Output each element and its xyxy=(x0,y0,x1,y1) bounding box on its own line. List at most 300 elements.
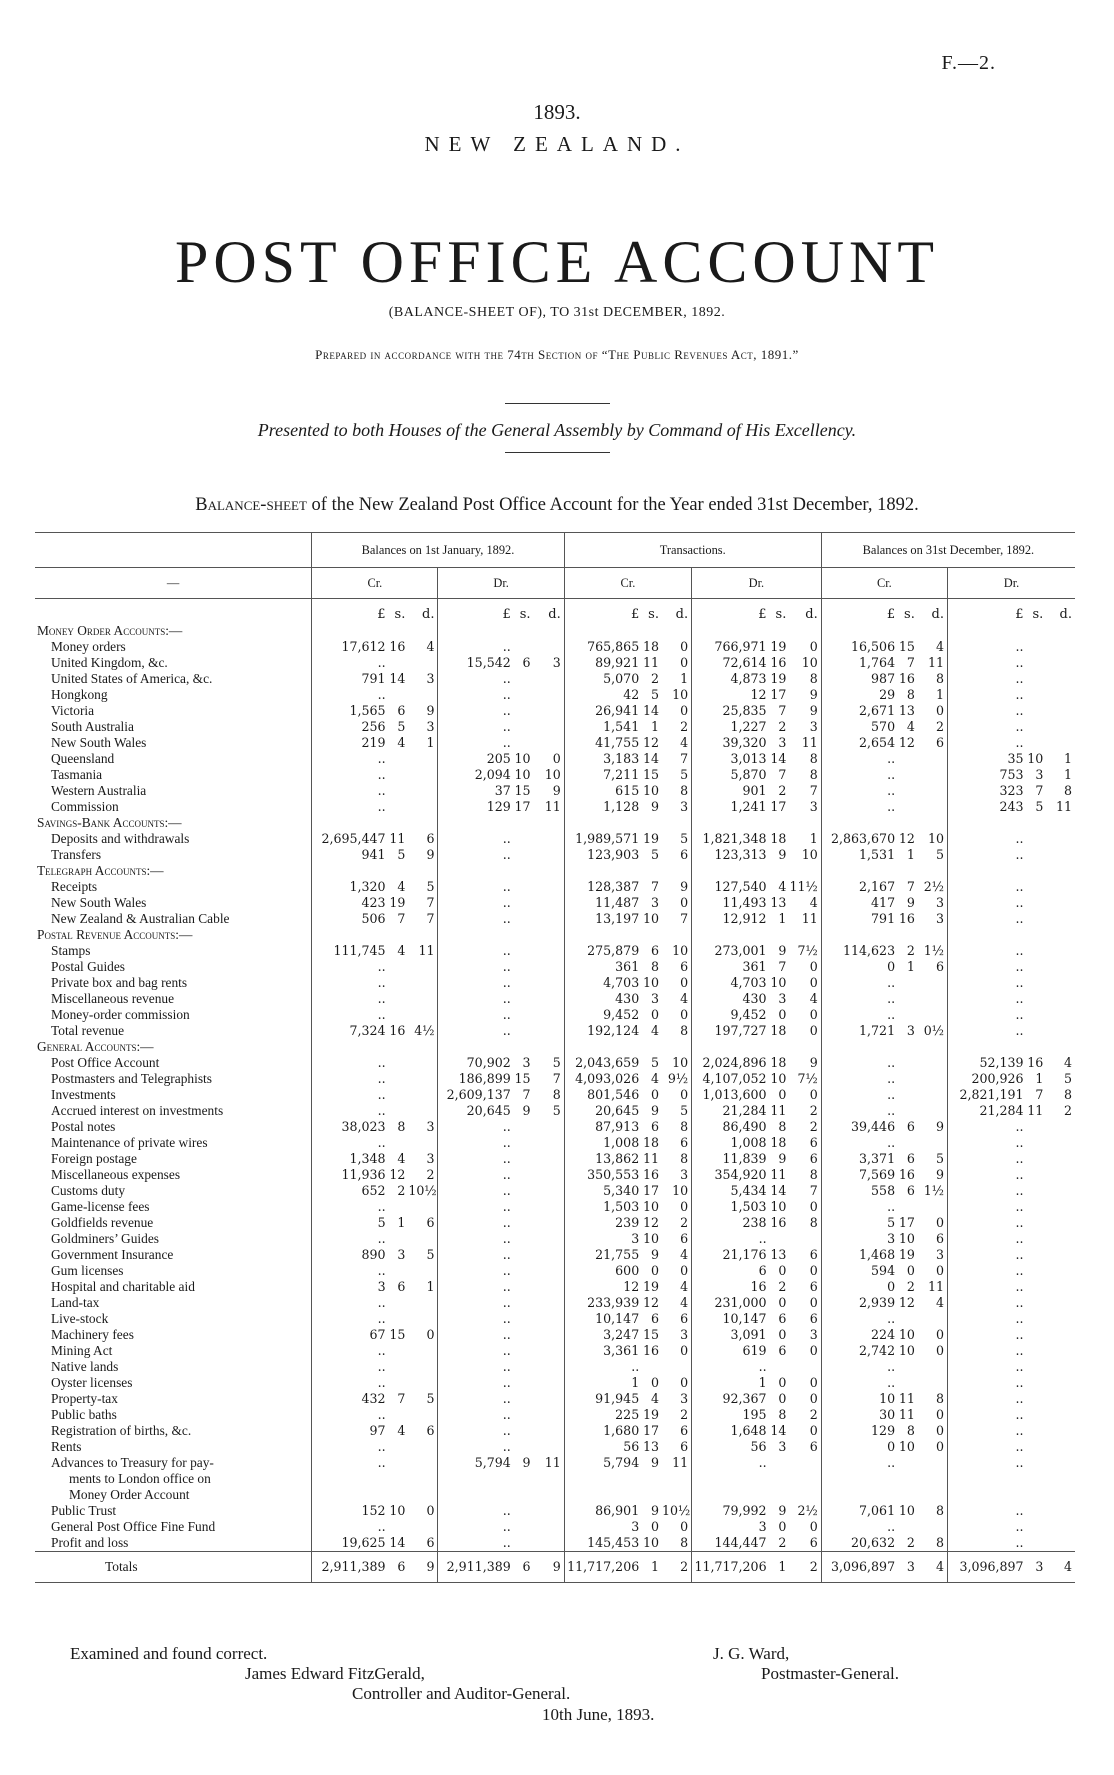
amount-pounds: .. xyxy=(821,1135,898,1151)
amount-shillings: 9 xyxy=(778,847,787,862)
amount-pence: 1 xyxy=(1063,767,1072,782)
amount-shillings xyxy=(514,1007,534,1023)
amount-pence xyxy=(918,975,948,991)
amount-shillings: 6 xyxy=(906,1119,915,1134)
amount-shillings xyxy=(514,1375,534,1391)
amount-pounds: 2,863,670 xyxy=(821,831,898,847)
amount-pence xyxy=(1046,1023,1075,1039)
amount-pence xyxy=(534,1215,565,1231)
amount-pence: 1½ xyxy=(923,943,944,958)
amount-shillings: 2 xyxy=(650,671,659,686)
amount-pounds: 1,721 xyxy=(821,1023,898,1039)
amount-shillings: 16 xyxy=(770,655,787,670)
amount-shillings xyxy=(389,863,409,879)
amount-pounds: 1,348 xyxy=(312,1151,389,1167)
amount-shillings: 9 xyxy=(778,1503,787,1518)
amount-shillings xyxy=(770,927,790,943)
amount-pence: 0 xyxy=(935,1423,944,1438)
amount-pence: 6 xyxy=(935,959,944,974)
amount-shillings: 4 xyxy=(397,1423,406,1438)
amount-shillings: 6 xyxy=(906,1183,915,1198)
amount-shillings: 1 xyxy=(906,959,915,974)
amount-pounds: 256 xyxy=(312,719,389,735)
amount-pounds: .. xyxy=(312,1407,389,1423)
amount-pence: 7½ xyxy=(797,943,818,958)
amount-pence xyxy=(1046,1247,1075,1263)
amount-pounds: .. xyxy=(948,1135,1027,1151)
amount-shillings xyxy=(1027,1407,1047,1423)
amount-pounds: 11,839 xyxy=(692,1151,770,1167)
amount-shillings xyxy=(514,1215,534,1231)
amount-pounds: 3 xyxy=(312,1279,389,1295)
amount-shillings xyxy=(898,1487,918,1503)
amount-shillings: 15 xyxy=(642,1327,659,1342)
row-label: South Australia xyxy=(51,719,134,734)
amount-pence: 3 xyxy=(552,655,561,670)
amount-shillings: 6 xyxy=(778,1343,787,1358)
amount-shillings xyxy=(1027,1295,1047,1311)
amount-pounds: 2,609,137 xyxy=(438,1087,514,1103)
amount-pence: 0 xyxy=(809,1007,818,1022)
amount-shillings: 8 xyxy=(906,1423,915,1438)
amount-shillings xyxy=(898,1359,918,1375)
amount-pounds: .. xyxy=(948,687,1027,703)
table-row xyxy=(35,1199,1075,1215)
amount-pounds xyxy=(312,863,389,879)
table-row xyxy=(35,1023,1075,1039)
row-label: Victoria xyxy=(51,703,95,718)
amount-pence xyxy=(408,1295,438,1311)
amount-pence: 9 xyxy=(935,1167,944,1182)
amount-pounds: .. xyxy=(948,895,1027,911)
amount-shillings xyxy=(770,1455,790,1471)
postmaster-title: Postmaster-General. xyxy=(761,1664,899,1683)
amount-pence xyxy=(918,1359,948,1375)
amount-shillings: 0 xyxy=(778,1007,787,1022)
amount-pence xyxy=(534,863,565,879)
amount-shillings: 3 xyxy=(397,1247,406,1262)
amount-shillings xyxy=(514,1039,534,1055)
table-row xyxy=(35,1279,1075,1295)
unit-label: s. xyxy=(394,607,406,622)
amount-pence xyxy=(408,1231,438,1247)
total-shillings: 6 xyxy=(389,1552,409,1583)
amount-pence xyxy=(1046,1263,1075,1279)
amount-pence: 1 xyxy=(1063,751,1072,766)
amount-pence: 5 xyxy=(552,1055,561,1070)
amount-pounds: 12 xyxy=(692,687,770,703)
amount-pence: 0 xyxy=(935,1439,944,1454)
amount-pence: 3 xyxy=(426,1119,435,1134)
amount-shillings: 0 xyxy=(650,1087,659,1102)
amount-pence xyxy=(918,1519,948,1535)
amount-shillings xyxy=(770,1359,790,1375)
amount-pounds: .. xyxy=(312,1135,389,1151)
amount-pence xyxy=(408,1487,438,1503)
amount-shillings: 6 xyxy=(650,1119,659,1134)
amount-pounds: .. xyxy=(821,767,898,783)
amount-pounds: .. xyxy=(692,1455,770,1471)
row-label: Queensland xyxy=(51,751,115,766)
row-label: Goldfields revenue xyxy=(51,1215,154,1230)
amount-shillings: 17 xyxy=(642,1423,659,1438)
amount-pence: 8 xyxy=(809,671,818,686)
amount-shillings: 8 xyxy=(778,1407,787,1422)
amount-shillings: 16 xyxy=(389,639,406,654)
amount-shillings xyxy=(389,1295,409,1311)
amount-pence: 0 xyxy=(426,1503,435,1518)
amount-pence xyxy=(789,815,821,831)
amount-shillings: 11 xyxy=(898,1407,915,1422)
row-label: Deposits and withdrawals xyxy=(51,831,190,846)
amount-shillings: 5 xyxy=(397,719,406,734)
amount-pounds: 26,941 xyxy=(564,703,642,719)
amount-shillings xyxy=(514,895,534,911)
amount-shillings xyxy=(514,1263,534,1279)
auditor-title: Controller and Auditor-General. xyxy=(352,1684,571,1703)
total-pence: 2 xyxy=(789,1552,821,1583)
amount-pounds: 423 xyxy=(312,895,389,911)
amount-shillings: 4 xyxy=(650,1023,659,1038)
amount-pounds: 92,367 xyxy=(692,1391,770,1407)
amount-pence xyxy=(534,735,565,751)
amount-pounds: .. xyxy=(312,655,389,671)
amount-pence: 0½ xyxy=(923,1023,944,1038)
amount-shillings: 0 xyxy=(778,1391,787,1406)
unit-label: s. xyxy=(904,607,915,622)
table-row xyxy=(35,1263,1075,1279)
row-label: Stamps xyxy=(51,943,91,958)
amount-shillings xyxy=(514,1519,534,1535)
amount-shillings xyxy=(514,879,534,895)
amount-shillings xyxy=(389,1471,409,1487)
amount-shillings xyxy=(1027,847,1047,863)
amount-pounds: 3,183 xyxy=(564,751,642,767)
amount-shillings xyxy=(389,815,409,831)
amount-pence xyxy=(662,1039,692,1055)
amount-pounds: .. xyxy=(438,639,514,655)
amount-shillings xyxy=(898,783,918,799)
amount-pence xyxy=(1046,719,1075,735)
amount-shillings: 18 xyxy=(770,831,787,846)
amount-pounds xyxy=(948,623,1027,639)
amount-pounds: .. xyxy=(821,1359,898,1375)
amount-shillings: 5 xyxy=(397,847,406,862)
amount-shillings: 7 xyxy=(1035,1087,1044,1102)
amount-pence: 5 xyxy=(935,1151,944,1166)
amount-pence xyxy=(408,1007,438,1023)
amount-shillings: 12 xyxy=(898,1295,915,1310)
amount-pence: 0 xyxy=(809,959,818,974)
table-row xyxy=(35,639,1075,655)
amount-pounds: 5,794 xyxy=(438,1455,514,1471)
amount-pence xyxy=(534,1327,565,1343)
amount-pounds: .. xyxy=(438,1119,514,1135)
total-pence: 2 xyxy=(662,1552,692,1583)
amount-pence: 9 xyxy=(809,703,818,718)
amount-pounds: .. xyxy=(312,783,389,799)
amount-shillings xyxy=(642,1487,662,1503)
row-label: Gum licenses xyxy=(51,1263,124,1278)
amount-shillings: 19 xyxy=(642,1407,659,1422)
amount-pounds: 5,340 xyxy=(564,1183,642,1199)
amount-shillings: 7 xyxy=(778,703,787,718)
amount-shillings xyxy=(898,1087,918,1103)
amount-pence: 8 xyxy=(935,1391,944,1406)
amount-pence xyxy=(1046,975,1075,991)
amount-pounds: .. xyxy=(312,1311,389,1327)
amount-shillings: 0 xyxy=(650,1263,659,1278)
amount-pounds: 3 xyxy=(692,1519,770,1535)
amount-shillings xyxy=(389,927,409,943)
amount-pence: 5 xyxy=(680,1103,689,1118)
table-row xyxy=(35,1087,1075,1103)
amount-pence xyxy=(534,1183,565,1199)
amount-shillings: 6 xyxy=(522,655,531,670)
amount-pounds: 1,821,348 xyxy=(692,831,770,847)
units-spacer xyxy=(35,599,312,624)
amount-shillings: 10 xyxy=(898,1327,915,1342)
amount-pence: 10 xyxy=(544,767,561,782)
amount-shillings xyxy=(1027,1343,1047,1359)
amount-pounds: 275,879 xyxy=(564,943,642,959)
amount-pounds xyxy=(312,1039,389,1055)
amount-pence xyxy=(662,815,692,831)
amount-shillings xyxy=(898,1055,918,1071)
section-row xyxy=(35,815,1075,831)
amount-pence xyxy=(918,1087,948,1103)
units-row xyxy=(35,599,1075,624)
amount-pence xyxy=(408,1135,438,1151)
amount-shillings: 0 xyxy=(650,1519,659,1534)
amount-pence xyxy=(1046,1439,1075,1455)
amount-shillings xyxy=(389,1407,409,1423)
amount-pence: 8 xyxy=(809,1167,818,1182)
table-row xyxy=(35,879,1075,895)
amount-shillings xyxy=(514,1439,534,1455)
amount-shillings xyxy=(1027,1151,1047,1167)
amount-pence xyxy=(918,799,948,815)
amount-shillings: 9 xyxy=(650,1103,659,1118)
amount-pence: 6 xyxy=(426,1423,435,1438)
amount-shillings: 15 xyxy=(898,639,915,654)
totals-label: Totals xyxy=(35,1552,312,1583)
amount-shillings xyxy=(514,943,534,959)
amount-pence xyxy=(534,959,565,975)
amount-shillings xyxy=(642,927,662,943)
amount-pence xyxy=(534,943,565,959)
amount-pounds xyxy=(821,623,898,639)
amount-pounds: 5,434 xyxy=(692,1183,770,1199)
amount-pence xyxy=(918,1199,948,1215)
amount-shillings xyxy=(389,1071,409,1087)
amount-pence: 2 xyxy=(809,1407,818,1422)
amount-pounds xyxy=(564,863,642,879)
amount-pence xyxy=(1046,687,1075,703)
amount-pounds: .. xyxy=(312,1359,389,1375)
amount-pence xyxy=(789,927,821,943)
amount-shillings xyxy=(770,1039,790,1055)
amount-pence: 2½ xyxy=(923,879,944,894)
amount-pence: 0 xyxy=(809,975,818,990)
amount-pounds: 21,284 xyxy=(948,1103,1027,1119)
amount-shillings: 15 xyxy=(514,783,531,798)
amount-pence: 6 xyxy=(426,831,435,846)
table-row xyxy=(35,687,1075,703)
table-row xyxy=(35,1407,1075,1423)
total-pence: 9 xyxy=(534,1552,565,1583)
amount-pence: 2 xyxy=(680,1407,689,1422)
amount-pence: 0 xyxy=(680,639,689,654)
amount-pounds: .. xyxy=(948,1183,1027,1199)
amount-pounds: .. xyxy=(564,1359,642,1375)
amount-pence: 6 xyxy=(809,1247,818,1262)
amount-pence xyxy=(1046,911,1075,927)
amount-shillings: 17 xyxy=(770,799,787,814)
amount-pounds: .. xyxy=(312,975,389,991)
amount-pounds: .. xyxy=(948,943,1027,959)
amount-pence xyxy=(789,623,821,639)
amount-shillings: 0 xyxy=(650,1375,659,1390)
amount-pence xyxy=(408,1471,438,1487)
amount-pounds: 600 xyxy=(564,1263,642,1279)
amount-pounds: .. xyxy=(948,1263,1027,1279)
amount-shillings: 16 xyxy=(898,1167,915,1182)
amount-pounds: .. xyxy=(821,1455,898,1471)
table-row xyxy=(35,895,1075,911)
amount-pence: 6 xyxy=(809,1151,818,1166)
amount-pounds: 1 xyxy=(564,1375,642,1391)
amount-shillings xyxy=(1027,735,1047,751)
amount-pounds: .. xyxy=(948,639,1027,655)
amount-pence: 4 xyxy=(935,1295,944,1310)
amount-shillings xyxy=(1027,703,1047,719)
amount-shillings: 7 xyxy=(522,1087,531,1102)
amount-shillings: 1 xyxy=(650,719,659,734)
amount-pence xyxy=(534,1439,565,1455)
amount-pounds: 152 xyxy=(312,1503,389,1519)
amount-pounds xyxy=(948,927,1027,943)
page-reference: F.—2. xyxy=(941,52,996,74)
amount-pence xyxy=(1046,959,1075,975)
amount-pounds: .. xyxy=(948,1391,1027,1407)
amount-pounds xyxy=(564,623,642,639)
row-label: Maintenance of private wires xyxy=(51,1135,208,1150)
amount-shillings: 0 xyxy=(778,1375,787,1390)
amount-pence: 4 xyxy=(680,735,689,750)
amount-pence: 6 xyxy=(680,1311,689,1326)
amount-pence: 6 xyxy=(680,847,689,862)
amount-pounds: .. xyxy=(821,1375,898,1391)
sub-header: Dr. xyxy=(948,568,1076,599)
table-row xyxy=(35,831,1075,847)
amount-pence xyxy=(1046,1039,1075,1055)
amount-shillings: 8 xyxy=(778,1119,787,1134)
amount-shillings: 10 xyxy=(514,751,531,766)
amount-pence: 10½ xyxy=(661,1503,691,1518)
amount-pence: 0 xyxy=(935,1407,944,1422)
amount-shillings xyxy=(770,1487,790,1503)
amount-pounds: 0 xyxy=(821,1279,898,1295)
amount-pounds: .. xyxy=(948,1423,1027,1439)
amount-pence: 0 xyxy=(552,751,561,766)
amount-pence xyxy=(789,1471,821,1487)
amount-shillings xyxy=(1027,975,1047,991)
amount-pounds xyxy=(564,815,642,831)
amount-pounds: 86,901 xyxy=(564,1503,642,1519)
amount-pence xyxy=(408,959,438,975)
amount-pence xyxy=(534,1343,565,1359)
amount-pounds: 200,926 xyxy=(948,1071,1027,1087)
amount-shillings xyxy=(514,1231,534,1247)
amount-pounds: .. xyxy=(821,1519,898,1535)
amount-pounds: .. xyxy=(438,1023,514,1039)
amount-pence xyxy=(408,1103,438,1119)
amount-shillings xyxy=(898,799,918,815)
sub-header: Cr. xyxy=(564,568,691,599)
amount-shillings xyxy=(514,815,534,831)
amount-pence xyxy=(918,1055,948,1071)
group-header: Transactions. xyxy=(564,533,821,568)
amount-shillings xyxy=(1027,671,1047,687)
amount-pounds: 1,989,571 xyxy=(564,831,642,847)
amount-pounds: 56 xyxy=(692,1439,770,1455)
amount-shillings xyxy=(642,815,662,831)
amount-pounds: 114,623 xyxy=(821,943,898,959)
amount-pounds: .. xyxy=(948,1343,1027,1359)
amount-shillings xyxy=(898,863,918,879)
amount-pounds: 4,873 xyxy=(692,671,770,687)
amount-pounds: 1,013,600 xyxy=(692,1087,770,1103)
amount-pence: 6 xyxy=(809,1311,818,1326)
amount-pence xyxy=(1046,1199,1075,1215)
amount-pounds: .. xyxy=(312,687,389,703)
blank-header: — xyxy=(35,568,312,599)
amount-pounds: .. xyxy=(948,1279,1027,1295)
amount-pence: 10 xyxy=(672,943,689,958)
amount-pounds: .. xyxy=(312,1071,389,1087)
amount-pence: 11 xyxy=(801,911,818,926)
amount-pounds: 7,061 xyxy=(821,1503,898,1519)
amount-pounds: .. xyxy=(821,1311,898,1327)
amount-shillings xyxy=(898,767,918,783)
amount-shillings xyxy=(1027,1423,1047,1439)
amount-shillings: 9 xyxy=(522,1455,531,1470)
balance-sheet-heading-rest: of the New Zealand Post Office Account for the Year ended 31st December, 1892. xyxy=(306,495,919,515)
amount-pence xyxy=(534,719,565,735)
amount-shillings: 18 xyxy=(770,1055,787,1070)
amount-pence: 0 xyxy=(680,1343,689,1358)
amount-pounds: .. xyxy=(438,879,514,895)
amount-pence xyxy=(408,1455,438,1471)
unit-label: s. xyxy=(775,607,787,622)
amount-pence: 11 xyxy=(544,1455,561,1470)
amount-pence: 1½ xyxy=(923,1183,944,1198)
amount-pounds: 205 xyxy=(438,751,514,767)
amount-pounds: 5 xyxy=(312,1215,389,1231)
amount-pounds: 39,320 xyxy=(692,735,770,751)
amount-shillings xyxy=(389,655,409,671)
amount-pence: 3 xyxy=(680,1167,689,1182)
table-row xyxy=(35,847,1075,863)
amount-shillings: 7 xyxy=(906,655,915,670)
amount-pounds xyxy=(948,1471,1027,1487)
amount-pounds: .. xyxy=(438,1135,514,1151)
table-row xyxy=(35,1487,1075,1503)
row-label: United Kingdom, &c. xyxy=(51,655,168,670)
row-label: Public Trust xyxy=(51,1503,117,1518)
amount-pounds: 941 xyxy=(312,847,389,863)
